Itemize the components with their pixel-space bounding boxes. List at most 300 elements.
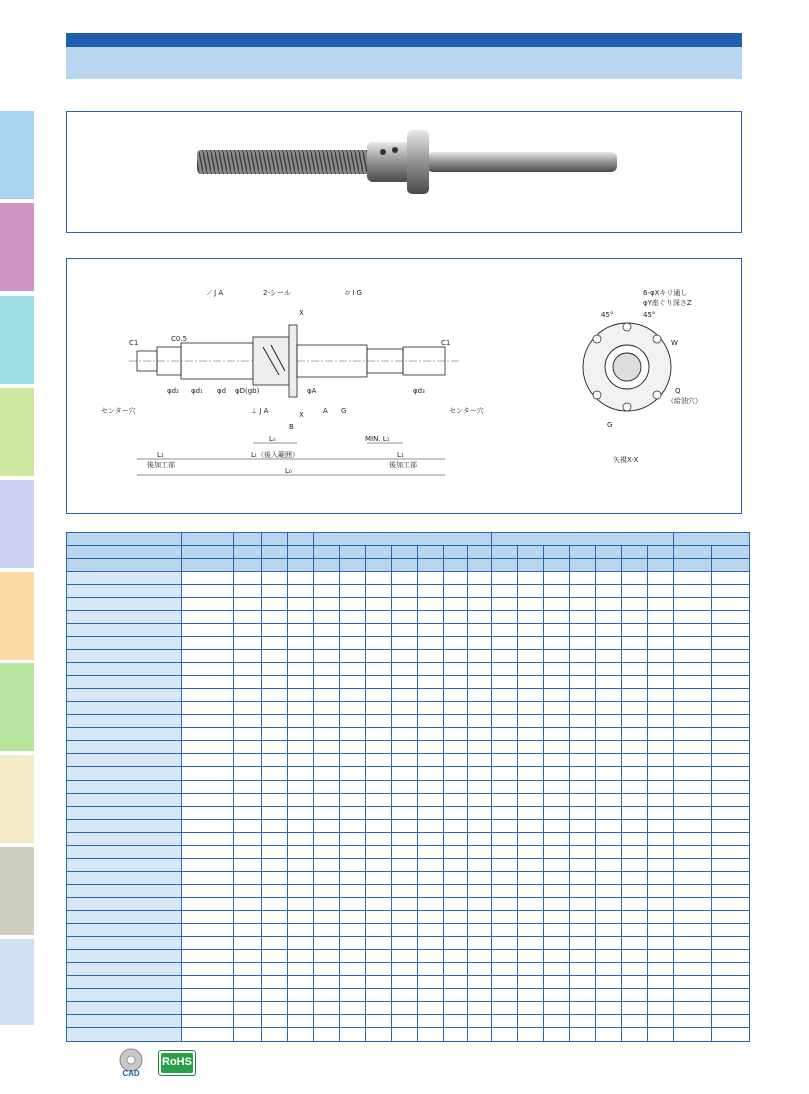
table-cell (182, 793, 234, 806)
table-cell (712, 663, 750, 676)
table-cell (518, 819, 544, 832)
table-cell (674, 884, 712, 897)
table-cell (674, 806, 712, 819)
table-cell (622, 741, 648, 754)
table-cell (648, 897, 674, 910)
table-cell (444, 571, 468, 584)
table-row (67, 989, 750, 1002)
table-cell (314, 702, 340, 715)
table-cell (712, 871, 750, 884)
table-cell (182, 584, 234, 597)
table-cell (674, 650, 712, 663)
table-cell (392, 767, 418, 780)
label-dim-lt: Lₜ（後入範囲） (251, 451, 299, 459)
table-cell (544, 845, 570, 858)
table-cell (182, 897, 234, 910)
table-cell (234, 584, 262, 597)
side-tab-3[interactable] (0, 296, 34, 384)
table-header-cell (492, 533, 674, 546)
table-cell (418, 832, 444, 845)
table-cell (674, 689, 712, 702)
table-cell (314, 1002, 340, 1015)
table-cell (596, 637, 622, 650)
table-cell (492, 950, 518, 963)
table-cell (712, 1028, 750, 1042)
table-cell (418, 858, 444, 871)
table-cell (570, 910, 596, 923)
table-cell (712, 597, 750, 610)
table-cell (366, 937, 392, 950)
table-name-cell (67, 1015, 182, 1028)
table-name-cell (67, 623, 182, 636)
label-section-caption: 矢視X-X (613, 456, 639, 464)
table-cell (288, 1015, 314, 1028)
table-row (67, 976, 750, 989)
table-cell (262, 663, 288, 676)
table-row (67, 937, 750, 950)
table-cell (418, 910, 444, 923)
table-row (67, 1015, 750, 1028)
table-cell (288, 728, 314, 741)
table-cell (492, 597, 518, 610)
table-name-cell (67, 871, 182, 884)
table-header-cell (570, 559, 596, 572)
table-cell (648, 702, 674, 715)
table-cell (492, 571, 518, 584)
table-cell (674, 571, 712, 584)
table-cell (262, 937, 288, 950)
table-cell (492, 1002, 518, 1015)
table-header-cell (570, 546, 596, 559)
table-cell (418, 663, 444, 676)
table-cell (234, 597, 262, 610)
side-tab-7[interactable] (0, 663, 34, 751)
table-cell (518, 689, 544, 702)
table-cell (234, 871, 262, 884)
table-cell (544, 702, 570, 715)
table-cell (444, 832, 468, 845)
table-cell (622, 571, 648, 584)
table-cell (570, 754, 596, 767)
table-cell (392, 858, 418, 871)
side-tab-9[interactable] (0, 847, 34, 935)
label-flat-frame: ⟋ J A (207, 289, 224, 297)
table-name-cell (67, 637, 182, 650)
table-cell (570, 963, 596, 976)
table-cell (712, 571, 750, 584)
table-cell (518, 845, 544, 858)
side-tab-8[interactable] (0, 755, 34, 843)
table-cell (182, 571, 234, 584)
table-cell (340, 623, 366, 636)
table-cell (492, 897, 518, 910)
table-cell (596, 715, 622, 728)
table-cell (182, 597, 234, 610)
table-cell (622, 597, 648, 610)
table-cell (340, 1002, 366, 1015)
table-cell (492, 937, 518, 950)
table-cell (340, 715, 366, 728)
side-tab-6[interactable] (0, 572, 34, 660)
table-cell (570, 741, 596, 754)
table-cell (234, 623, 262, 636)
table-cell (234, 728, 262, 741)
table-cell (262, 963, 288, 976)
table-cell (234, 1002, 262, 1015)
side-tab-4[interactable] (0, 388, 34, 476)
table-cell (622, 780, 648, 793)
table-cell (518, 1028, 544, 1042)
table-cell (544, 584, 570, 597)
table-cell (492, 871, 518, 884)
table-cell (544, 910, 570, 923)
table-cell (340, 806, 366, 819)
table-cell (444, 937, 468, 950)
table-cell (262, 910, 288, 923)
table-name-cell (67, 663, 182, 676)
side-tab-10[interactable] (0, 939, 34, 1025)
table-cell (468, 637, 492, 650)
table-cell (234, 741, 262, 754)
table-cell (444, 910, 468, 923)
table-cell (444, 597, 468, 610)
table-cell (570, 976, 596, 989)
cad-logo (116, 1048, 146, 1078)
table-cell (314, 597, 340, 610)
table-cell (418, 741, 444, 754)
label-dim-ln: Lₙ (269, 435, 276, 443)
table-cell (444, 623, 468, 636)
table-cell (262, 832, 288, 845)
table-cell (622, 897, 648, 910)
table-cell (622, 767, 648, 780)
table-cell (182, 623, 234, 636)
table-cell (468, 989, 492, 1002)
table-header-cell (262, 533, 288, 546)
table-cell (392, 1015, 418, 1028)
table-cell (648, 650, 674, 663)
table-cell (648, 819, 674, 832)
table-cell (340, 793, 366, 806)
table-cell (518, 754, 544, 767)
table-header-cell (674, 559, 712, 572)
table-header-cell (340, 546, 366, 559)
table-cell (262, 897, 288, 910)
table-cell (182, 663, 234, 676)
table-cell (262, 597, 288, 610)
table-cell (596, 884, 622, 897)
table-cell (182, 1015, 234, 1028)
table-cell (262, 950, 288, 963)
table-cell (182, 689, 234, 702)
table-cell (418, 897, 444, 910)
table-cell (674, 897, 712, 910)
table-cell (544, 937, 570, 950)
table-cell (674, 676, 712, 689)
table-cell (712, 806, 750, 819)
table-cell (340, 702, 366, 715)
table-cell (314, 650, 340, 663)
side-tab-1[interactable] (0, 111, 34, 199)
table-cell (570, 663, 596, 676)
table-cell (340, 676, 366, 689)
label-angle-right: 45° (643, 311, 656, 319)
table-cell (418, 871, 444, 884)
table-cell (444, 1028, 468, 1042)
table-cell (570, 676, 596, 689)
table-cell (622, 976, 648, 989)
table-cell (492, 845, 518, 858)
table-cell (468, 1028, 492, 1042)
table-header-cell (262, 559, 288, 572)
table-row (67, 715, 750, 728)
table-cell (182, 858, 234, 871)
label-angle-left: 45° (601, 311, 614, 319)
table-cell (570, 715, 596, 728)
table-cell (418, 623, 444, 636)
table-cell (262, 584, 288, 597)
table-cell (622, 884, 648, 897)
nut-body (367, 142, 411, 182)
table-cell (518, 780, 544, 793)
table-cell (518, 728, 544, 741)
table-cell (570, 858, 596, 871)
table-cell (468, 715, 492, 728)
table-cell (366, 610, 392, 623)
table-header-cell (314, 546, 340, 559)
table-cell (648, 793, 674, 806)
table-cell (468, 806, 492, 819)
table-cell (468, 754, 492, 767)
table-cell (444, 819, 468, 832)
table-header-cell (366, 546, 392, 559)
table-cell (622, 793, 648, 806)
table-cell (392, 741, 418, 754)
table-cell (366, 963, 392, 976)
label-dim-l1-left: L₁ (157, 451, 164, 459)
table-header-cell (712, 559, 750, 572)
table-cell (182, 650, 234, 663)
table-cell (234, 845, 262, 858)
table-cell (182, 910, 234, 923)
table-name-cell (67, 741, 182, 754)
table-cell (392, 1028, 418, 1042)
sub-header-bar (66, 47, 742, 79)
table-name-cell (67, 715, 182, 728)
table-cell (468, 976, 492, 989)
table-cell (674, 910, 712, 923)
table-cell (340, 610, 366, 623)
table-cell (712, 1002, 750, 1015)
table-row (67, 963, 750, 976)
rohs-logo (158, 1050, 196, 1076)
table-cell (648, 884, 674, 897)
table-cell (314, 793, 340, 806)
side-tab-2[interactable] (0, 203, 34, 291)
table-cell (622, 584, 648, 597)
table-cell (418, 819, 444, 832)
table-cell (418, 793, 444, 806)
table-name-cell (67, 845, 182, 858)
table-cell (418, 950, 444, 963)
table-cell (622, 623, 648, 636)
table-cell (712, 780, 750, 793)
table-header-cell (314, 533, 492, 546)
table-cell (288, 637, 314, 650)
table-row (67, 793, 750, 806)
table-cell (622, 819, 648, 832)
table-cell (492, 793, 518, 806)
table-cell (182, 819, 234, 832)
table-cell (418, 1002, 444, 1015)
table-cell (366, 1015, 392, 1028)
table-header-cell (492, 559, 518, 572)
table-name-cell (67, 884, 182, 897)
table-cell (392, 597, 418, 610)
side-tab-5[interactable] (0, 480, 34, 568)
label-post-process-right: 後加工部 (389, 461, 417, 469)
table-cell (570, 937, 596, 950)
label-c05: C0.5 (171, 335, 188, 343)
table-cell (234, 910, 262, 923)
table-cell (340, 754, 366, 767)
table-cell (288, 806, 314, 819)
table-cell (596, 702, 622, 715)
table-cell (340, 819, 366, 832)
table-cell (570, 924, 596, 937)
table-cell (182, 950, 234, 963)
label-post-process-left: 後加工部 (147, 461, 175, 469)
label-g: G (607, 421, 613, 429)
table-cell (544, 989, 570, 1002)
table-cell (544, 819, 570, 832)
table-cell (288, 845, 314, 858)
table-cell (492, 1028, 518, 1042)
table-cell (518, 1015, 544, 1028)
table-cell (418, 806, 444, 819)
table-cell (570, 767, 596, 780)
table-cell (712, 741, 750, 754)
table-cell (622, 910, 648, 923)
table-row (67, 689, 750, 702)
table-cell (570, 884, 596, 897)
table-header-cell (288, 546, 314, 559)
table-cell (596, 924, 622, 937)
table-cell (288, 1028, 314, 1042)
table-row (67, 924, 750, 937)
table-cell (262, 754, 288, 767)
table-cell (262, 924, 288, 937)
table-cell (518, 832, 544, 845)
table-cell (418, 650, 444, 663)
table-name-cell (67, 963, 182, 976)
table-cell (712, 937, 750, 950)
table-cell (622, 845, 648, 858)
table-cell (340, 832, 366, 845)
table-cell (392, 571, 418, 584)
table-row (67, 858, 750, 871)
label-perp-frame: ⊥ J A (251, 407, 269, 415)
table-cell (648, 728, 674, 741)
table-cell (392, 884, 418, 897)
table-header-cell (596, 546, 622, 559)
table-cell (288, 676, 314, 689)
table-cell (712, 897, 750, 910)
table-cell (262, 702, 288, 715)
table-cell (366, 637, 392, 650)
table-cell (366, 871, 392, 884)
table-cell (596, 793, 622, 806)
table-cell (182, 754, 234, 767)
table-cell (392, 702, 418, 715)
table-cell (570, 623, 596, 636)
table-cell (544, 623, 570, 636)
label-c1-right: C1 (441, 339, 451, 347)
table-row (67, 623, 750, 636)
table-header-row (67, 533, 750, 546)
table-cell (444, 663, 468, 676)
table-cell (262, 845, 288, 858)
table-cell (314, 571, 340, 584)
table-name-cell (67, 597, 182, 610)
table-cell (182, 610, 234, 623)
table-cell (234, 819, 262, 832)
table-cell (712, 989, 750, 1002)
table-cell (182, 924, 234, 937)
table-cell (418, 610, 444, 623)
table-header-cell (648, 546, 674, 559)
table-cell (544, 1028, 570, 1042)
table-cell (544, 571, 570, 584)
table-cell (712, 963, 750, 976)
table-cell (468, 819, 492, 832)
table-name-cell (67, 650, 182, 663)
label-q: Q (675, 387, 681, 395)
table-cell (182, 845, 234, 858)
table-cell (648, 741, 674, 754)
table-cell (544, 832, 570, 845)
table-cell (234, 610, 262, 623)
table-cell (262, 884, 288, 897)
table-cell (366, 584, 392, 597)
table-header-cell (182, 559, 234, 572)
table-cell (518, 597, 544, 610)
table-cell (392, 663, 418, 676)
table-cell (340, 963, 366, 976)
table-cell (648, 950, 674, 963)
table-name-cell (67, 950, 182, 963)
table-cell (622, 663, 648, 676)
table-header-cell (340, 559, 366, 572)
table-cell (596, 976, 622, 989)
table-cell (444, 584, 468, 597)
table-cell (492, 1015, 518, 1028)
table-cell (444, 741, 468, 754)
table-cell (314, 924, 340, 937)
table-row (67, 597, 750, 610)
table-cell (340, 950, 366, 963)
table-cell (340, 584, 366, 597)
table-cell (314, 845, 340, 858)
table-cell (418, 989, 444, 1002)
table-cell (444, 924, 468, 937)
rohs-logo-text: RoHS (161, 1053, 193, 1073)
table-cell (418, 728, 444, 741)
table-cell (596, 728, 622, 741)
table-cell (518, 767, 544, 780)
table-name-cell (67, 702, 182, 715)
table-cell (468, 767, 492, 780)
